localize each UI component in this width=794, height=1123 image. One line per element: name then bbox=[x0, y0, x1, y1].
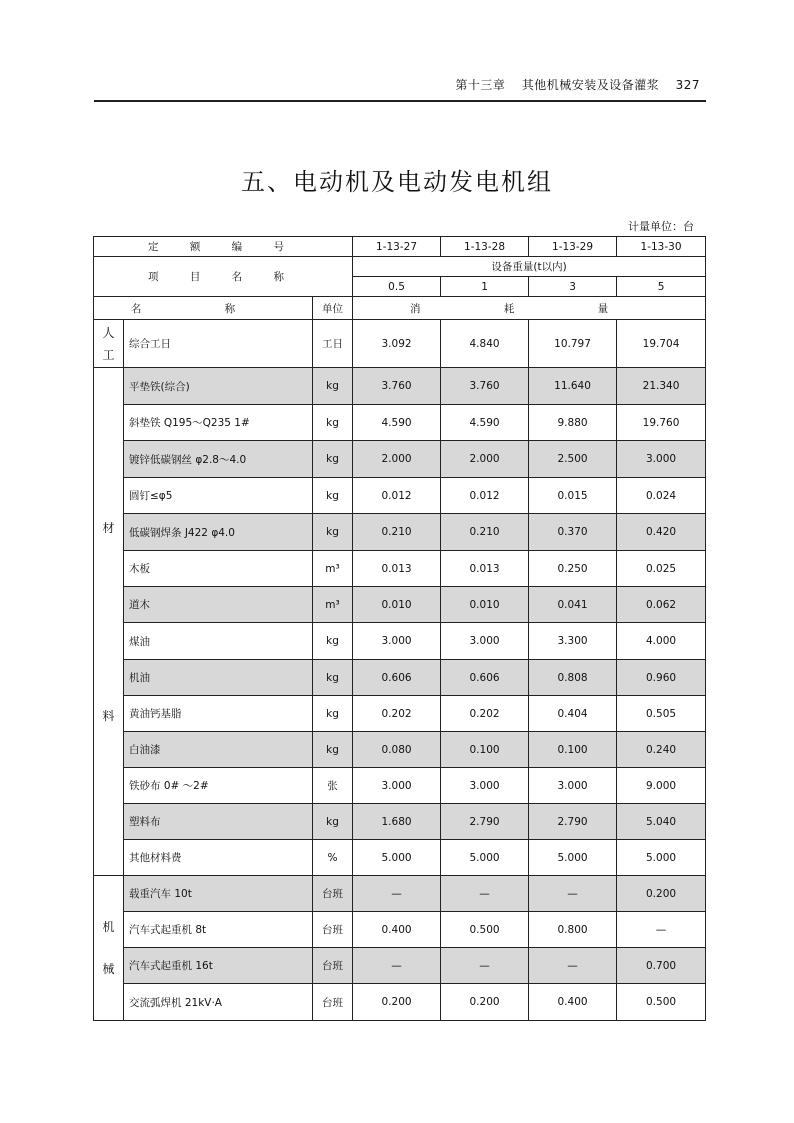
value-cell: 0.015 bbox=[529, 478, 617, 514]
col-unit-header: 单位 bbox=[313, 297, 353, 320]
value-cell: 0.400 bbox=[529, 984, 617, 1021]
item-unit: m³ bbox=[313, 551, 353, 587]
category-char: 料 bbox=[102, 708, 115, 723]
item-unit: kg bbox=[313, 441, 353, 478]
value-cell: 3.000 bbox=[441, 623, 529, 660]
value-cell: 0.500 bbox=[617, 984, 706, 1021]
column-header-row bbox=[94, 297, 706, 320]
item-name: 铁砂布 0# ～2# bbox=[124, 768, 313, 804]
table-row bbox=[94, 912, 706, 948]
value-cell: 0.012 bbox=[353, 478, 441, 514]
value-cell: 21.340 bbox=[617, 368, 706, 405]
item-name: 煤油 bbox=[124, 623, 313, 660]
table-row bbox=[94, 551, 706, 587]
table-row bbox=[94, 696, 706, 732]
table-row bbox=[94, 876, 706, 912]
code-cell: 1-13-30 bbox=[617, 237, 706, 257]
item-unit: kg bbox=[313, 405, 353, 441]
value-cell: 3.760 bbox=[353, 368, 441, 405]
code-cell: 1-13-27 bbox=[353, 237, 441, 257]
weight-cell: 5 bbox=[617, 277, 706, 297]
value-cell: 0.100 bbox=[529, 732, 617, 768]
value-cell: 0.240 bbox=[617, 732, 706, 768]
value-cell: 0.606 bbox=[441, 660, 529, 696]
table-row bbox=[94, 405, 706, 441]
page-title: 五、电动机及电动发电机组 bbox=[241, 168, 553, 197]
table-row bbox=[94, 840, 706, 876]
weight-cell: 0.5 bbox=[353, 277, 441, 297]
value-cell: 0.250 bbox=[529, 551, 617, 587]
value-cell: 0.960 bbox=[617, 660, 706, 696]
value-cell: 0.404 bbox=[529, 696, 617, 732]
item-name: 低碳钢焊条 J422 φ4.0 bbox=[124, 514, 313, 551]
item-name: 载重汽车 10t bbox=[124, 876, 313, 912]
table-row bbox=[94, 587, 706, 623]
value-cell: 0.202 bbox=[441, 696, 529, 732]
code-row-label: 定 额 编 号 bbox=[94, 237, 353, 257]
category-cell bbox=[94, 320, 124, 368]
value-cell: 3.000 bbox=[441, 768, 529, 804]
item-unit: 台班 bbox=[313, 876, 353, 912]
item-unit: 台班 bbox=[313, 948, 353, 984]
value-cell: 3.000 bbox=[529, 768, 617, 804]
item-name: 汽车式起重机 16t bbox=[124, 948, 313, 984]
weight-cell: 1 bbox=[441, 277, 529, 297]
value-cell: 4.590 bbox=[441, 405, 529, 441]
value-cell: 0.080 bbox=[353, 732, 441, 768]
value-cell: 0.210 bbox=[353, 514, 441, 551]
value-cell: 5.040 bbox=[617, 804, 706, 840]
value-cell: 0.013 bbox=[353, 551, 441, 587]
table-row bbox=[94, 368, 706, 405]
value-cell: 5.000 bbox=[529, 840, 617, 876]
table-row bbox=[94, 623, 706, 660]
item-unit: 张 bbox=[313, 768, 353, 804]
value-cell: — bbox=[617, 912, 706, 948]
value-cell: 3.000 bbox=[617, 441, 706, 478]
item-name: 综合工日 bbox=[124, 320, 313, 368]
value-cell: 5.000 bbox=[353, 840, 441, 876]
value-cell: 0.100 bbox=[441, 732, 529, 768]
weight-label-row bbox=[94, 257, 706, 277]
value-cell: — bbox=[441, 948, 529, 984]
value-cell: — bbox=[529, 948, 617, 984]
table-row bbox=[94, 948, 706, 984]
value-cell: 0.062 bbox=[617, 587, 706, 623]
value-cell: 2.790 bbox=[529, 804, 617, 840]
value-cell: 5.000 bbox=[617, 840, 706, 876]
item-unit: kg bbox=[313, 660, 353, 696]
table-row bbox=[94, 478, 706, 514]
item-name: 塑料布 bbox=[124, 804, 313, 840]
item-name: 道木 bbox=[124, 587, 313, 623]
value-cell: 2.000 bbox=[441, 441, 529, 478]
quota-table bbox=[93, 236, 706, 1021]
table-row bbox=[94, 441, 706, 478]
value-cell: 0.013 bbox=[441, 551, 529, 587]
item-name: 其他材料费 bbox=[124, 840, 313, 876]
item-unit: kg bbox=[313, 804, 353, 840]
item-unit: % bbox=[313, 840, 353, 876]
value-cell: 19.760 bbox=[617, 405, 706, 441]
value-cell: 0.808 bbox=[529, 660, 617, 696]
item-name: 交流弧焊机 21kV·A bbox=[124, 984, 313, 1021]
value-cell: 3.760 bbox=[441, 368, 529, 405]
item-unit: kg bbox=[313, 623, 353, 660]
value-cell: 0.606 bbox=[353, 660, 441, 696]
table-row bbox=[94, 984, 706, 1021]
code-cell: 1-13-28 bbox=[441, 237, 529, 257]
code-row bbox=[94, 237, 706, 257]
value-cell: 0.200 bbox=[441, 984, 529, 1021]
item-unit: kg bbox=[313, 478, 353, 514]
value-cell: 10.797 bbox=[529, 320, 617, 368]
value-cell: 2.500 bbox=[529, 441, 617, 478]
value-cell: 0.010 bbox=[353, 587, 441, 623]
item-name: 平垫铁(综合) bbox=[124, 368, 313, 405]
value-cell: — bbox=[529, 876, 617, 912]
item-name: 黄油钙基脂 bbox=[124, 696, 313, 732]
value-cell: 2.790 bbox=[441, 804, 529, 840]
category-cell bbox=[94, 368, 124, 876]
value-cell: 0.800 bbox=[529, 912, 617, 948]
section-label: 其他机械安装及设备灌浆 bbox=[521, 78, 660, 92]
weight-cell: 3 bbox=[529, 277, 617, 297]
value-cell: — bbox=[441, 876, 529, 912]
value-cell: 0.012 bbox=[441, 478, 529, 514]
item-unit: 工日 bbox=[313, 320, 353, 368]
page-header bbox=[94, 72, 706, 102]
item-label: 项 目 名 称 bbox=[94, 257, 353, 297]
value-cell: — bbox=[353, 876, 441, 912]
value-cell: 1.680 bbox=[353, 804, 441, 840]
value-cell: 9.000 bbox=[617, 768, 706, 804]
value-cell: 2.000 bbox=[353, 441, 441, 478]
value-cell: 0.024 bbox=[617, 478, 706, 514]
value-cell: 0.202 bbox=[353, 696, 441, 732]
code-cell: 1-13-29 bbox=[529, 237, 617, 257]
value-cell: 4.840 bbox=[441, 320, 529, 368]
value-cell: 0.700 bbox=[617, 948, 706, 984]
table-row bbox=[94, 768, 706, 804]
table-row bbox=[94, 514, 706, 551]
value-cell: 0.400 bbox=[353, 912, 441, 948]
table-row bbox=[94, 660, 706, 696]
value-cell: 0.210 bbox=[441, 514, 529, 551]
item-unit: 台班 bbox=[313, 984, 353, 1021]
value-cell: 0.420 bbox=[617, 514, 706, 551]
item-unit: kg bbox=[313, 696, 353, 732]
value-cell: 0.025 bbox=[617, 551, 706, 587]
value-cell: 0.200 bbox=[617, 876, 706, 912]
weight-label: 设备重量(t以内) bbox=[353, 257, 706, 277]
category-cell bbox=[94, 876, 124, 1021]
item-name: 镀锌低碳钢丝 φ2.8～4.0 bbox=[124, 441, 313, 478]
value-cell: 0.500 bbox=[441, 912, 529, 948]
value-cell: 4.000 bbox=[617, 623, 706, 660]
page-number: 327 bbox=[675, 78, 700, 92]
item-name: 白油漆 bbox=[124, 732, 313, 768]
chapter-label: 第十三章 bbox=[455, 78, 506, 92]
value-cell: 3.000 bbox=[353, 623, 441, 660]
value-cell: 0.505 bbox=[617, 696, 706, 732]
table-row bbox=[94, 804, 706, 840]
value-cell: 0.041 bbox=[529, 587, 617, 623]
value-cell: 4.590 bbox=[353, 405, 441, 441]
value-cell: 3.092 bbox=[353, 320, 441, 368]
item-name: 斜垫铁 Q195～Q235 1# bbox=[124, 405, 313, 441]
category-char: 人 bbox=[102, 325, 115, 340]
unit-note: 计量单位：台 bbox=[628, 220, 694, 233]
item-unit: kg bbox=[313, 732, 353, 768]
item-unit: kg bbox=[313, 368, 353, 405]
item-unit: m³ bbox=[313, 587, 353, 623]
item-name: 机油 bbox=[124, 660, 313, 696]
category-char: 械 bbox=[102, 962, 115, 976]
category-char: 材 bbox=[102, 520, 115, 535]
value-cell: 3.000 bbox=[353, 768, 441, 804]
category-char: 工 bbox=[102, 347, 115, 362]
value-cell: 3.300 bbox=[529, 623, 617, 660]
value-cell: 0.200 bbox=[353, 984, 441, 1021]
header-text bbox=[443, 76, 700, 93]
table-row bbox=[94, 732, 706, 768]
value-cell: 0.370 bbox=[529, 514, 617, 551]
item-name: 木板 bbox=[124, 551, 313, 587]
category-char: 机 bbox=[102, 920, 115, 934]
value-cell: 5.000 bbox=[441, 840, 529, 876]
item-name: 汽车式起重机 8t bbox=[124, 912, 313, 948]
col-consume-header: 消 耗 量 bbox=[353, 297, 706, 320]
item-unit: 台班 bbox=[313, 912, 353, 948]
item-name: 圆钉≤φ5 bbox=[124, 478, 313, 514]
value-cell: 9.880 bbox=[529, 405, 617, 441]
value-cell: — bbox=[353, 948, 441, 984]
item-unit: kg bbox=[313, 514, 353, 551]
value-cell: 0.010 bbox=[441, 587, 529, 623]
value-cell: 19.704 bbox=[617, 320, 706, 368]
value-cell: 11.640 bbox=[529, 368, 617, 405]
table-row bbox=[94, 320, 706, 368]
col-name-header: 名 称 bbox=[94, 297, 313, 320]
